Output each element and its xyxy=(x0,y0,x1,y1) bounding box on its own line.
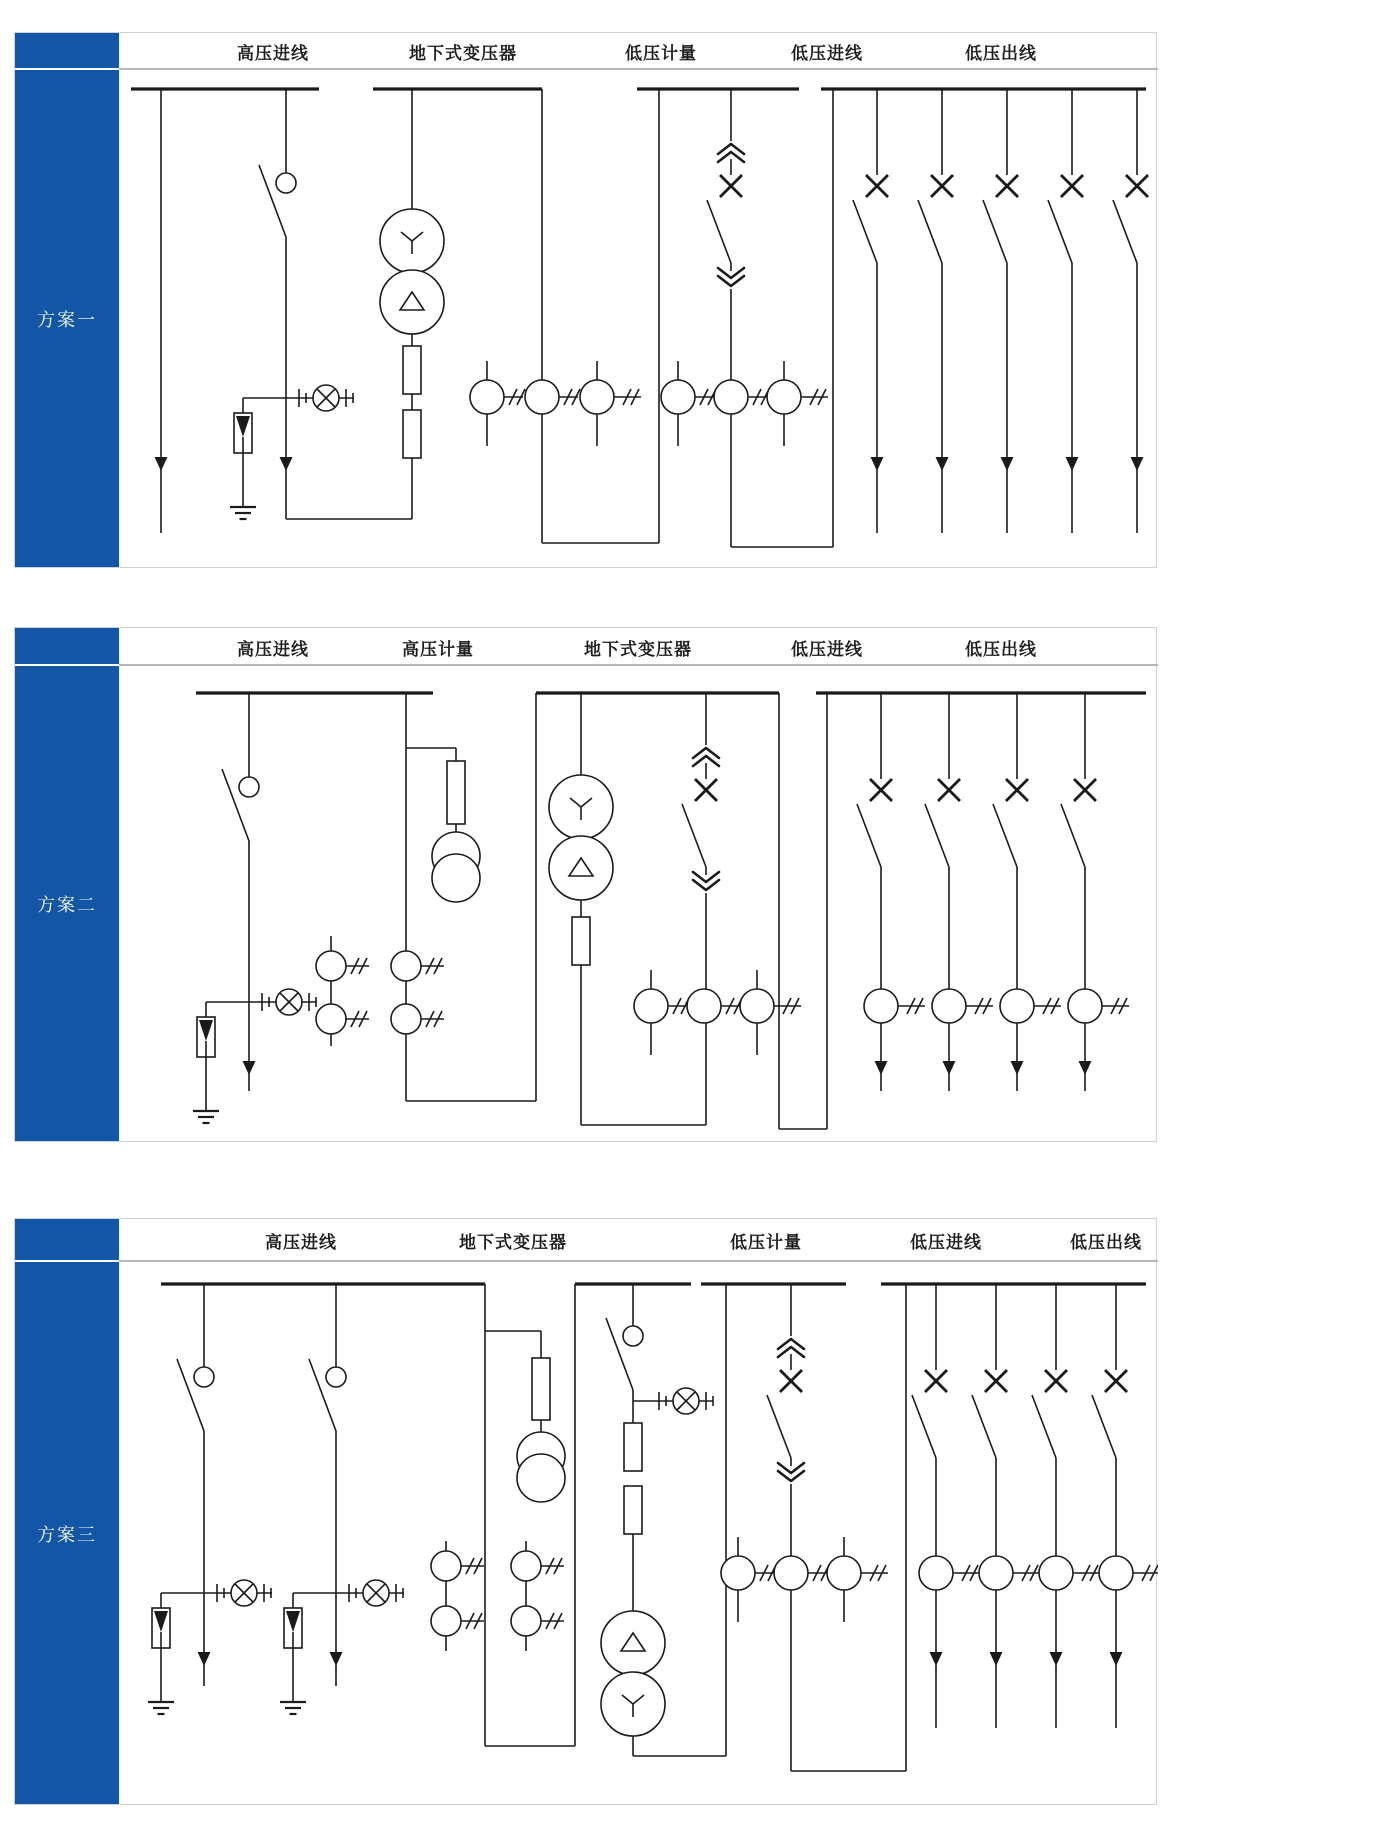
current-transformer-icon xyxy=(687,989,742,1023)
load-arrow-icon xyxy=(936,457,949,471)
earth-ground-icon xyxy=(230,507,256,519)
power-transformer-icon xyxy=(549,775,613,900)
surge-arrester-icon xyxy=(197,1017,215,1057)
column-header-3: 低压计量 xyxy=(730,1233,802,1252)
breaker-fuse-switch-icon xyxy=(912,1370,947,1458)
current-transformer-icon xyxy=(431,1551,484,1581)
column-header-3: 地下式变压器 xyxy=(584,639,692,659)
breaker-fuse-switch-icon xyxy=(1113,175,1148,263)
scheme-2-sidebar xyxy=(15,628,119,1141)
load-arrow-icon xyxy=(1011,1061,1024,1075)
column-header-5: 低压出线 xyxy=(965,639,1037,659)
load-arrow-icon xyxy=(1050,1652,1063,1666)
breaker-fuse-switch-icon xyxy=(983,175,1018,263)
load-arrow-icon xyxy=(1131,457,1144,471)
current-transformer-icon xyxy=(525,380,580,414)
current-transformer-icon xyxy=(827,1537,888,1622)
sidebar-divider xyxy=(15,68,119,70)
current-transformer-icon xyxy=(740,970,801,1055)
column-header-4: 低压进线 xyxy=(791,44,863,63)
surge-arrester-icon xyxy=(284,1608,302,1648)
column-header-1: 高压进线 xyxy=(265,1233,337,1252)
scheme-1-panel xyxy=(14,32,1157,568)
fuse-icon xyxy=(572,917,590,965)
fuse-icon xyxy=(624,1423,642,1471)
current-transformer-icon xyxy=(1000,989,1061,1023)
fuse-icon xyxy=(403,346,421,394)
fuse-icon xyxy=(624,1486,642,1534)
current-transformer-icon xyxy=(767,361,828,446)
load-arrow-icon xyxy=(330,1652,343,1666)
column-header-4: 低压进线 xyxy=(791,639,863,659)
sidebar-divider xyxy=(15,664,119,666)
breaker-fuse-switch-icon xyxy=(972,1370,1007,1458)
current-transformer-icon xyxy=(511,1606,564,1636)
column-header-3: 低压计量 xyxy=(625,44,697,63)
earth-ground-icon xyxy=(193,1111,219,1123)
voltage-transformer-icon xyxy=(517,1432,565,1502)
load-arrow-icon xyxy=(943,1061,956,1075)
current-transformer-icon xyxy=(391,951,444,981)
current-transformer-icon xyxy=(1099,1556,1158,1590)
breaker-fuse-switch-icon xyxy=(853,175,888,263)
load-arrow-icon xyxy=(1079,1061,1092,1075)
scheme-1-sidebar xyxy=(15,33,119,567)
current-transformer-icon xyxy=(774,1556,829,1590)
current-transformer-icon xyxy=(391,1004,444,1034)
earth-ground-icon xyxy=(148,1702,174,1714)
current-transformer-icon xyxy=(431,1606,484,1636)
fuse-icon xyxy=(403,410,421,458)
scheme-3-panel xyxy=(14,1218,1157,1805)
fuse-icon xyxy=(532,1358,550,1420)
current-transformer-icon xyxy=(511,1551,564,1581)
load-arrow-icon xyxy=(990,1652,1003,1666)
power-transformer-icon xyxy=(601,1611,665,1736)
scheme-2-panel xyxy=(14,627,1157,1142)
column-header-4: 低压进线 xyxy=(910,1233,982,1252)
sidebar-divider xyxy=(15,1260,119,1262)
column-header-2: 地下式变压器 xyxy=(409,44,517,63)
scheme-3-label: 方案三 xyxy=(37,1524,97,1545)
scheme-1-label: 方案一 xyxy=(37,310,97,330)
current-transformer-icon xyxy=(932,989,993,1023)
voltage-transformer-icon xyxy=(432,832,480,902)
load-arrow-icon xyxy=(1066,457,1079,471)
breaker-fuse-switch-icon xyxy=(682,779,717,867)
column-header-1: 高压进线 xyxy=(237,639,309,659)
breaker-fuse-switch-icon xyxy=(925,779,960,867)
single-line-diagram xyxy=(119,1219,1158,1806)
current-transformer-icon xyxy=(634,970,689,1055)
load-arrow-icon xyxy=(875,1061,888,1075)
breaker-fuse-switch-icon xyxy=(1061,779,1096,867)
single-line-diagram xyxy=(119,628,1158,1143)
breaker-fuse-switch-icon xyxy=(918,175,953,263)
single-line-diagram xyxy=(119,33,1158,569)
surge-arrester-icon xyxy=(152,1608,170,1648)
load-arrow-icon xyxy=(1110,1652,1123,1666)
current-transformer-icon xyxy=(316,951,369,981)
earth-ground-icon xyxy=(280,1702,306,1714)
load-arrow-icon xyxy=(198,1652,211,1666)
load-break-switch-icon xyxy=(222,769,259,841)
scheme-2-label: 方案二 xyxy=(37,895,97,915)
breaker-fuse-switch-icon xyxy=(767,1370,802,1458)
breaker-fuse-switch-icon xyxy=(1032,1370,1067,1458)
current-transformer-icon xyxy=(580,361,641,446)
current-transformer-icon xyxy=(714,380,769,414)
breaker-fuse-switch-icon xyxy=(1048,175,1083,263)
current-transformer-icon xyxy=(316,1004,369,1034)
column-header-5: 低压出线 xyxy=(965,44,1037,63)
load-break-switch-icon xyxy=(177,1359,214,1431)
power-transformer-icon xyxy=(380,209,444,334)
load-arrow-icon xyxy=(930,1652,943,1666)
breaker-fuse-switch-icon xyxy=(857,779,892,867)
surge-arrester-icon xyxy=(234,413,252,453)
load-arrow-icon xyxy=(871,457,884,471)
current-transformer-icon xyxy=(721,1537,776,1622)
current-transformer-icon xyxy=(470,361,525,446)
breaker-fuse-switch-icon xyxy=(707,175,742,263)
current-transformer-icon xyxy=(979,1556,1040,1590)
load-break-switch-icon xyxy=(606,1318,643,1390)
column-header-2: 高压计量 xyxy=(402,639,474,659)
breaker-fuse-switch-icon xyxy=(993,779,1028,867)
fuse-icon xyxy=(447,761,465,824)
current-transformer-icon xyxy=(1039,1556,1100,1590)
current-transformer-icon xyxy=(661,361,716,446)
column-header-5: 低压出线 xyxy=(1070,1233,1142,1252)
load-break-switch-icon xyxy=(259,165,296,237)
current-transformer-icon xyxy=(864,989,925,1023)
scheme-3-sidebar xyxy=(15,1219,119,1804)
current-transformer-icon xyxy=(919,1556,980,1590)
load-arrow-icon xyxy=(243,1061,256,1075)
load-break-switch-icon xyxy=(309,1359,346,1431)
column-header-1: 高压进线 xyxy=(237,44,309,63)
load-arrow-icon xyxy=(1001,457,1014,471)
load-arrow-icon xyxy=(280,457,293,471)
current-transformer-icon xyxy=(1068,989,1129,1023)
column-header-2: 地下式变压器 xyxy=(459,1233,567,1252)
breaker-fuse-switch-icon xyxy=(1092,1370,1127,1458)
load-arrow-icon xyxy=(155,457,168,471)
